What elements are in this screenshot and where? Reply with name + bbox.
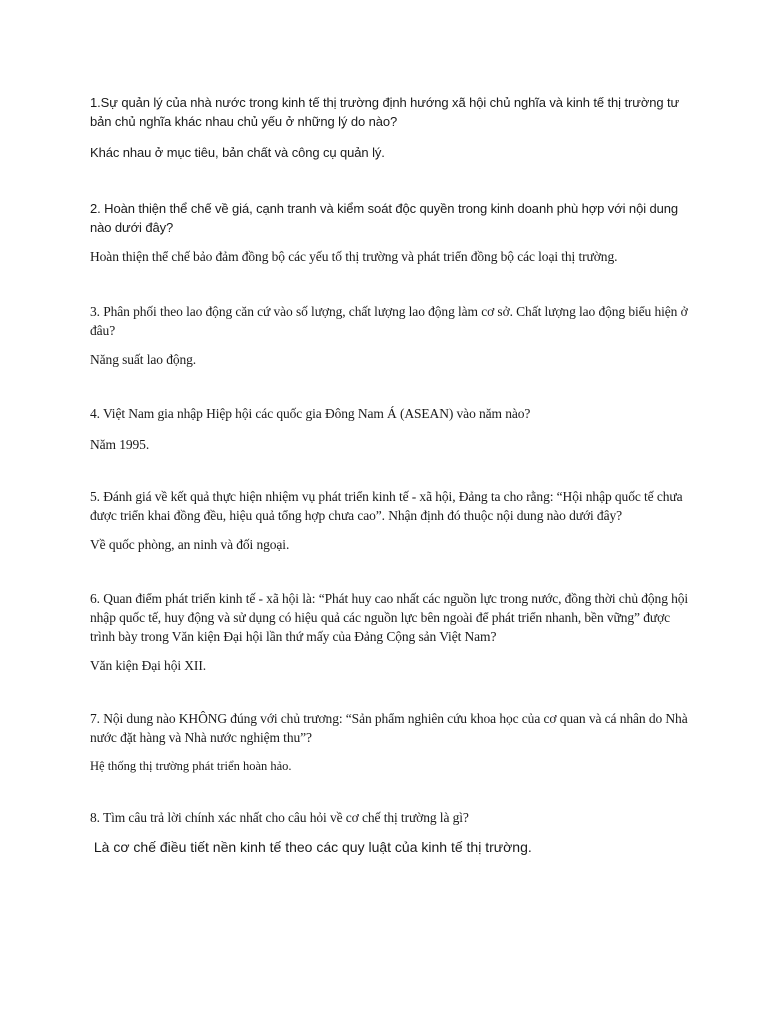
question-6: 6. Quan điểm phát triển kinh tế - xã hội là: “Phát huy cao nhất các nguồn lực trong nước, đồng thời chủ động hội nhập quốc tế, huy động và sử dụng có hiệu quả các nguồn lực bên ngoài để phát triển nhanh, bền vững” được trình bày trong Văn kiện Đại hội lần thứ mấy của Đảng Cộng sản Việt Nam? xyxy=(90,591,689,644)
question-1: 1.Sự quản lý của nhà nước trong kinh tế thị trường định hướng xã hội chủ nghĩa và kinh tế thị trường tư bản chủ nghĩa khác nhau chủ yếu ở những lý do nào? xyxy=(90,95,680,129)
question-4: 4. Việt Nam gia nhập Hiệp hội các quốc gia Đông Nam Á (ASEAN) vào năm nào? xyxy=(90,406,531,421)
qa-block-6 xyxy=(90,589,690,675)
answer-6: Văn kiện Đại hội XII. xyxy=(90,658,206,673)
answer-5: Về quốc phòng, an ninh và đối ngoại. xyxy=(90,537,290,552)
qa-block-8 xyxy=(90,808,690,857)
qa-block-2 xyxy=(90,199,690,266)
question-3: 3. Phân phối theo lao động căn cứ vào số lượng, chất lượng lao động làm cơ sở. Chất lượng lao động biểu hiện ở đâu? xyxy=(90,304,688,338)
qa-block-4 xyxy=(90,404,690,454)
question-2: 2. Hoàn thiện thể chế về giá, cạnh tranh và kiểm soát độc quyền trong kinh doanh phù hợp với nội dung nào dưới đây? xyxy=(90,201,679,235)
question-8: 8. Tìm câu trả lời chính xác nhất cho câu hỏi về cơ chế thị trường là gì? xyxy=(90,810,469,825)
qa-block-3 xyxy=(90,302,690,369)
answer-3: Năng suất lao động. xyxy=(90,352,197,367)
qa-block-5 xyxy=(90,487,690,554)
answer-7: Hệ thống thị trường phát triển hoàn hảo. xyxy=(90,759,292,773)
answer-2: Hoàn thiện thể chế bảo đảm đồng bộ các yếu tố thị trường và phát triển đồng bộ các loại thị trường. xyxy=(90,249,618,264)
qa-block-1 xyxy=(90,93,690,162)
qa-block-7 xyxy=(90,709,690,775)
answer-4: Năm 1995. xyxy=(90,437,150,452)
answer-1: Khác nhau ở mục tiêu, bản chất và công cụ quản lý. xyxy=(90,145,385,160)
answer-8: Là cơ chế điều tiết nền kinh tế theo các quy luật của kinh tế thị trường. xyxy=(90,839,532,855)
question-7: 7. Nội dung nào KHÔNG đúng với chủ trương: “Sản phẩm nghiên cứu khoa học của cơ quan và cá nhân do Nhà nước đặt hàng và Nhà nước nghiệm thu”? xyxy=(90,711,688,745)
question-5: 5. Đánh giá về kết quả thực hiện nhiệm vụ phát triển kinh tế - xã hội, Đảng ta cho rằng: “Hội nhập quốc tế chưa được triển khai đồng đều, hiệu quả tổng hợp chưa cao”. Nhận định đó thuộc nội dung nào dưới đây? xyxy=(90,489,683,523)
